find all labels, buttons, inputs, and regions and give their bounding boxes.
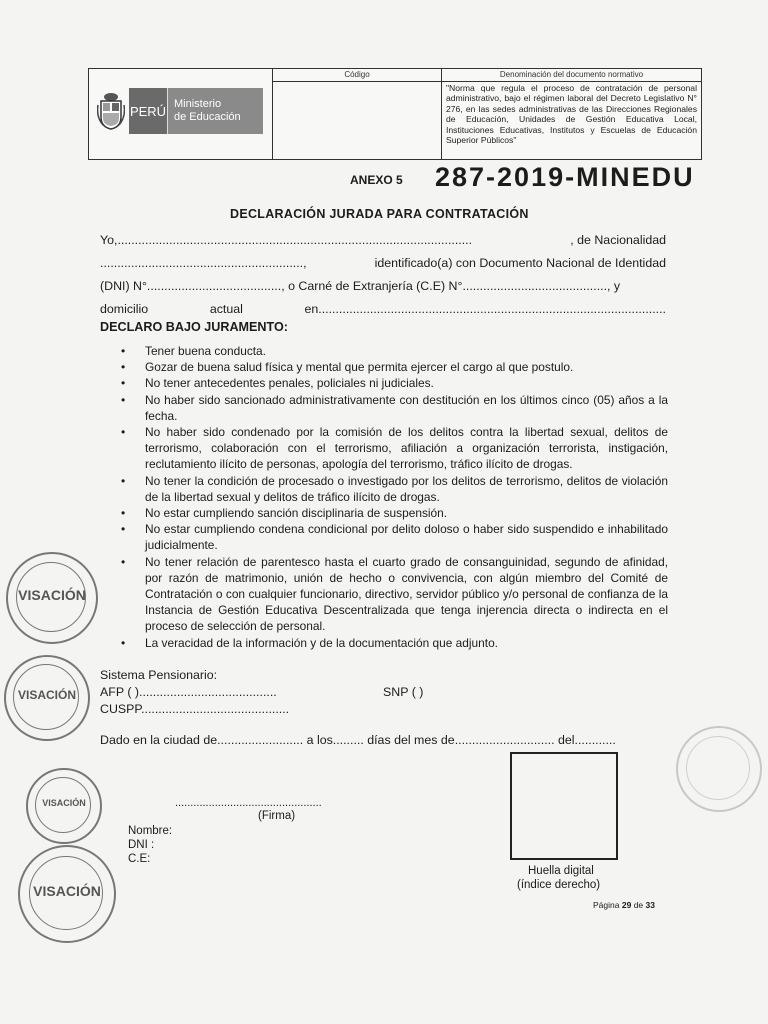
code-cell [273, 69, 442, 159]
date-place-line[interactable]: Dado en la ciudad de......................... a los......... días del mes de............................. del............ [100, 733, 616, 747]
dni-label: DNI : [128, 839, 155, 851]
list-item: • No estar cumpliendo sanción disciplinaria de suspensión. [118, 505, 668, 521]
signature-label: (Firma) [258, 810, 296, 822]
snp-field[interactable]: SNP ( ) [383, 685, 424, 699]
stamp-text: VISACIÓN [42, 798, 86, 808]
nationality-label: , de Nacionalidad [570, 233, 666, 247]
list-item: • Tener buena conducta. [118, 343, 668, 359]
address-field[interactable]: en..................................................................................................... [304, 302, 666, 316]
name-field[interactable]: Yo,....................................................................................................... [100, 233, 473, 247]
fingerprint-label: Huella digital [528, 865, 594, 877]
fingerprint-sublabel: (índice derecho) [517, 879, 601, 891]
denomination-text: "Norma que regula el proceso de contratación de personal administrativo, bajo el régimen laboral del Decreto Legislativo N° 276, en las sedes administrativas de las Direcciones Regionales de Educación, Unidades de Gestión Educativa Local, Instituciones Educativas, Institutos y Escuelas de Educación Superior Públicos" [446, 83, 697, 146]
anexo-label: ANEXO 5 [350, 173, 403, 187]
stamp-text: VISACIÓN [33, 883, 101, 899]
dni-line[interactable]: (DNI) N°......................................., o Carné de Extranjería (C.E) N°.........................................., y [100, 279, 621, 293]
stamp-inner-ring [686, 736, 750, 800]
visacion-stamp [18, 845, 116, 943]
visacion-stamp [6, 552, 98, 644]
signature-line[interactable]: ................................................ [175, 797, 322, 809]
name-label: Nombre: [128, 825, 173, 837]
identification-line [100, 256, 666, 270]
fingerprint-box[interactable] [510, 752, 618, 860]
faded-stamp [676, 726, 762, 812]
identification-label: identificado(a) con Documento Nacional de Identidad [374, 256, 666, 270]
cuspp-field[interactable]: CUSPP........................................... [100, 702, 290, 716]
peru-logo-box: PERÚ [129, 88, 167, 134]
code-heading: Código [273, 69, 441, 82]
ce-label: C.E: [128, 853, 151, 865]
list-item: • No haber sido sancionado administrativamente con destitución en los últimos cinco (05) años a la fecha. [118, 392, 668, 424]
address-label-1: domicilio [100, 302, 149, 316]
denomination-cell [442, 69, 701, 159]
pension-heading: Sistema Pensionario: [100, 668, 218, 682]
stamp-text: VISACIÓN [18, 587, 86, 603]
nationality-field[interactable]: ..........................................................., [100, 256, 307, 270]
address-label-2: actual [209, 302, 243, 316]
name-line [100, 233, 666, 247]
ministry-logo-cell [89, 69, 273, 159]
ministerio-logo-box: Ministerio de Educación [167, 88, 263, 134]
document-header-table [88, 68, 702, 160]
ministry-logo [97, 87, 263, 135]
list-item: • La veracidad de la información y de la documentación que adjunto. [118, 635, 668, 651]
visacion-stamp [26, 768, 102, 844]
declaration-heading: DECLARO BAJO JURAMENTO: [100, 320, 288, 334]
anexo-number: 287-2019-MINEDU [435, 162, 695, 192]
list-item: • No tener antecedentes penales, policiales ni judiciales. [118, 375, 668, 391]
address-line [100, 302, 666, 316]
visacion-stamp [4, 655, 90, 741]
coat-of-arms-icon [97, 91, 125, 131]
list-item: • No haber sido condenado por la comisión de los delitos contra la libertad sexual, delitos de terrorismo, colaboración con el terrorismo, afiliación a organización terrorista, instigación, reclutamiento ilícito de personas, apología del terrorismo, tráfico ilícito de drogas. [118, 424, 668, 473]
declaration-list [118, 343, 668, 651]
list-item: • No estar cumpliendo condena condicional por delito doloso o haber sido suspendido e inhabilitado judicialmente. [118, 521, 668, 553]
document-title: DECLARACIÓN JURADA PARA CONTRATACIÓN [230, 207, 529, 221]
denomination-heading: Denominación del documento normativo [442, 69, 701, 82]
stamp-text: VISACIÓN [17, 688, 76, 702]
list-item: • No tener relación de parentesco hasta el cuarto grado de consanguinidad, segundo de afinidad, por razón de matrimonio, unión de hecho o convivencia, con algún miembro del Comité de Contratación o con cualquier funcionario, directivo, servidor público y/o personal de confianza de la Instancia de Gestión Educativa Descentralizada que tenga injerencia directa o indirecta en el proceso de selección de personal. [118, 554, 668, 635]
page-number: Página 29 de 33 [593, 900, 655, 910]
list-item: • Gozar de buena salud física y mental que permita ejercer el cargo al que postulo. [118, 359, 668, 375]
list-item: • No tener la condición de procesado o investigado por los delitos de terrorismo, delitos de violación de la libertad sexual y delitos de tráfico ilícito de drogas. [118, 473, 668, 505]
afp-field[interactable]: AFP ( )........................................ [100, 685, 277, 699]
